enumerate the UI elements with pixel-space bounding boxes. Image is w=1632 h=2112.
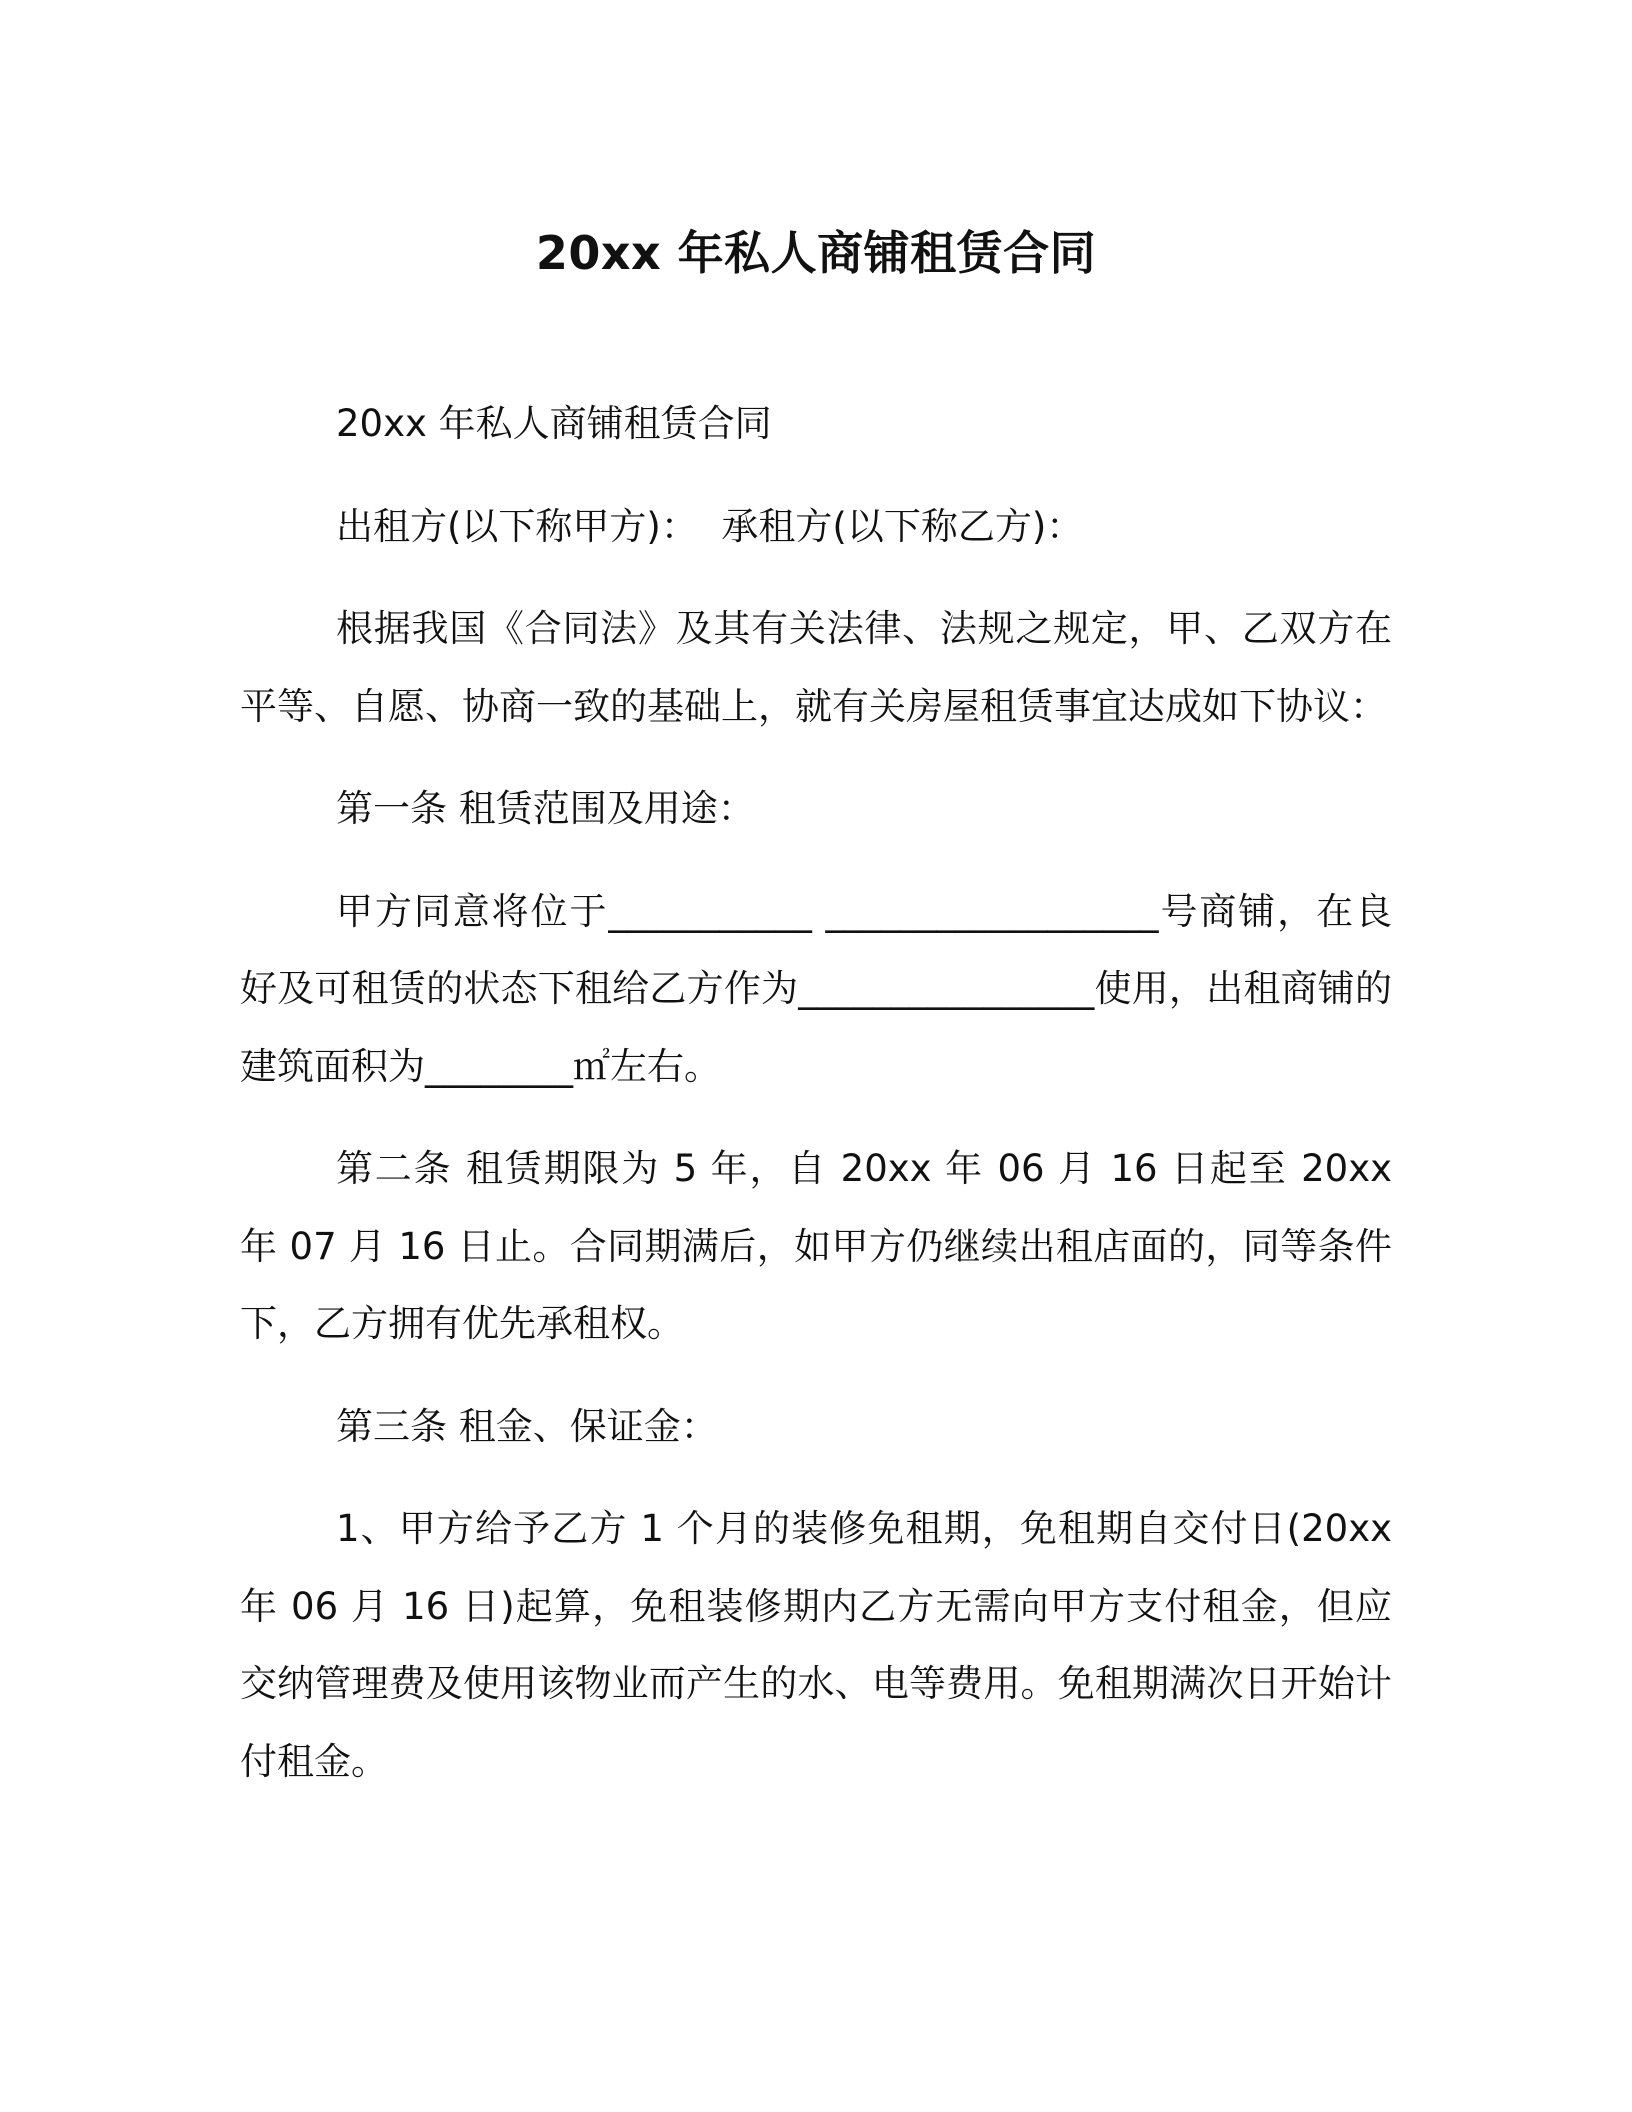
document-title: 20xx 年私人商铺租赁合同 (535, 226, 1097, 280)
paragraph-subtitle: 20xx 年私人商铺租赁合同 (336, 402, 772, 445)
paragraph-parties: 出租方(以下称甲方)： 承租方(以下称乙方)： (336, 504, 1084, 548)
paragraph-article-3-heading: 第三条 租金、保证金： (336, 1404, 718, 1448)
paragraph-article-2: 第二条 租赁期限为 5 年，自 20xx 年 06 月 16 日起至 20xx 年 07 月 16 日止。合同期满后，如甲方仍继续出租店面的，同等条件下，乙方拥有优先承租权。 (240, 1147, 1404, 1345)
paragraph-article-1-heading: 第一条 租赁范围及用途： (336, 787, 755, 830)
paragraph-preamble: 根据我国《合同法》及其有关法律、法规之规定，甲、乙双方在平等、自愿、协商一致的基础上，就有关房屋租赁事宜达成如下协议： (240, 607, 1392, 728)
document-body (240, 385, 1404, 1825)
paragraph-article-3-item-1: 1、甲方给予乙方 1 个月的装修免租期，免租期自交付日(20xx 年 06 月 16 日)起算，免租装修期内乙方无需向甲方支付租金，但应交纳管理费及使用该物业而产生的水、电等费用。免租期满次日开始计付租金。 (240, 1507, 1404, 1783)
paragraph-article-1-body: 甲方同意将位于___________ __________________号商铺，在良好及可租赁的状态下租给乙方作为________________使用，出租商铺的建筑面积为________㎡左右。 (240, 889, 1392, 1088)
